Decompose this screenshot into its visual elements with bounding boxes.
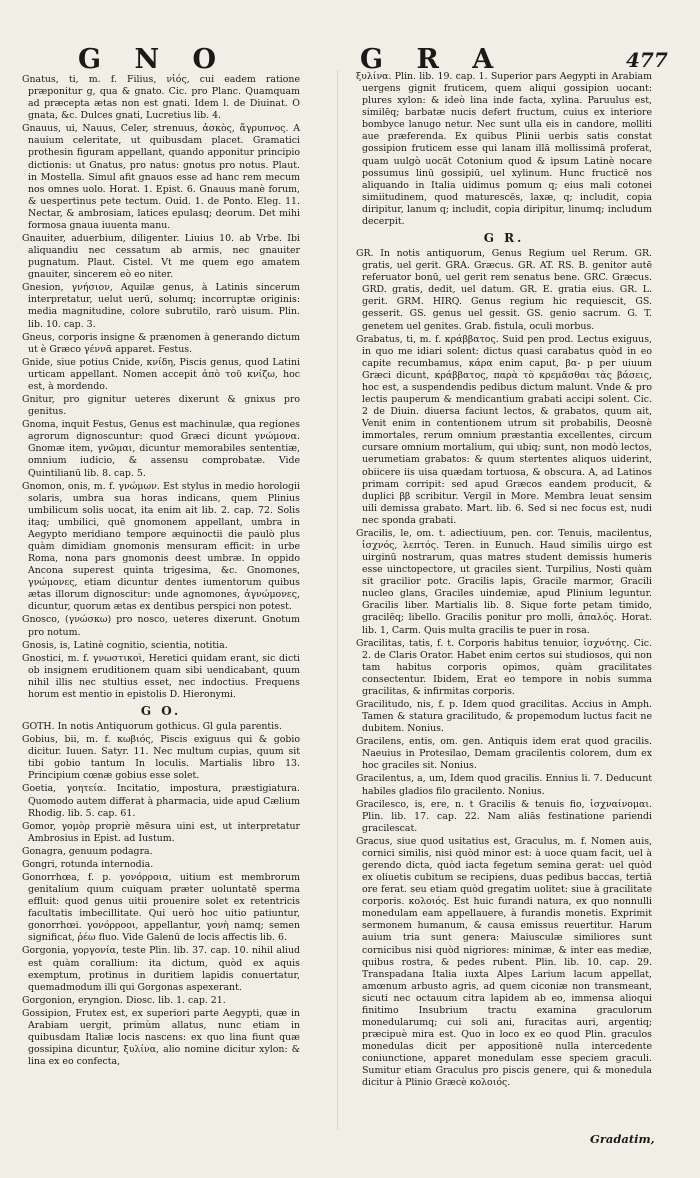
dictionary-entry: Gracilesco, is, ere, n. t Gracilis & tenuis fio, ἰσχναίνομαι. Plin. lib. 17. cap. 22. Nam aliās festinatione pariendi gracilescat. xyxy=(356,798,652,834)
running-head-left: G N O xyxy=(78,44,229,75)
dictionary-entry: Gracilitas, tatis, f. t. Corporis habitus tenuior, ἰσχνότης. Cic. 2. de Claris Orator. Habet enim certos sui studiosos, qui non tam habitus corporis opimos, quàm gracilitates consectentur. Ibidem, Erat eo tempore in nobis summa gracilitas, & infirmitas corporis. xyxy=(356,637,652,697)
section-heading-gr: G R. xyxy=(483,231,525,246)
dictionary-entry: Gracilens, entis, om. gen. Antiquis idem erat quod gracilis. Naeuius in Protesilao, Demam gracilentis colorem, dum ex hoc graciles sit. Nonius. xyxy=(356,736,652,772)
right-column xyxy=(356,71,652,1090)
right-entries xyxy=(356,71,652,228)
left-column xyxy=(22,74,300,1069)
dictionary-entry: Gnatus, ti, m. f. Filius, νἱός, cui eadem ratione præponitur g, qua & gnato. Cic. pro Planc. Quamquam ad præcepta ætas non est gnati. Idem l. de Diuinat. O gnata, &c. Dulces gnati, Lucretius lib. 4. xyxy=(22,74,300,122)
dictionary-entry: Gorgonia, γοργονία, teste Plin. lib. 37. cap. 10. nihil aliud est quàm corallium: ita dictum, quòd ex aquis exemptum, protinus in duritiem lapidis conuertatur, quemadmodum illi qui Gorgonas aspexerant. xyxy=(22,945,300,993)
dictionary-entry: Gracilentus, a, um, Idem quod gracilis. Ennius li. 7. Deducunt habiles gladios filo gracilento. Nonius. xyxy=(356,773,652,797)
dictionary-entry: ξυλίνα. Plin. lib. 19. cap. 1. Superior pars Aegypti in Arabiam uergens gignit fruticem, quem aliqui gossipion uocant: plures xylon: & ideò lina inde facta, xylina. Paruulus est, similēq; barbatæ nucis defert fructum, cuius ex interiore bombyce lanugo netur. Nec sunt ulla eis in candore, molliti aue præferenda. Ex quibus Plinii uerbis satis constat gossipion fruticem esse qui lanam illā mollissimā proferat, quam uulgò uocāt Cotonium quod & ipsum Latinè nocare possumus linū gossipiū, uel xylinum. Hunc fructicē nos aliquando in Italia uidimus pomum q; eius mali cotonei simiitudinem, quod maturescēs, laxæ, q; includit, copia diripitur, lanum q; includit, copia diripitur, linumq; includum decerpit. xyxy=(356,71,652,227)
catchword: Gradatim, xyxy=(590,1132,655,1146)
dictionary-entry: Grabatus, ti, m. f. κράββατος. Suid pen prod. Lectus exiguus, in quo me idiari solent: dictus quasi carabatus quòd in eo capite recumbamus, κάρα enim caput, βα- p per uiuum Græci dicunt, κράββατος, παρὰ τὸ κρεμᾶσθαι τὰς βάσεις, hoc est, a suspendendis pedibus dictum malunt. Vnde & pro lectis pauperum & mendicantium grabati accipi solent. Cic. 2 de Diuin. diuersa faciunt lectos, & grabatos, quum ait, Venit enim in contentionem utrum sit probabilis, Deosnè immortales, rerum omnium præstantia excellentes, circum cursare omnium mortalium, qui ubiq; sunt, non modò lectos, uerumetiam grabatos: & quum stertentes aliquos uiderint, obiicere iis uisa quædam tortuosa, & obscura. A, ad Latinos primam corripit: sed apud Græcos eandem producit, & duplici ββ scribitur. Vergil in More. Membra leuat sensim uili demissa grabato. Mart. lib. 6. Sed si nec focus est, nudi nec sponda grabati. xyxy=(356,333,652,526)
dictionary-entry: Gnide, siue potius Cnide, κνίδη, Piscis genus, quod Latini urticam appellant. Nomen accepit ἀπὸ τοῦ κνίζω, hoc est, à mordendo. xyxy=(22,356,300,392)
dictionary-entry: Gracus, siue quod usitatius est, Graculus, m. f. Nomen auis, cornici similis, nisi quòd minor est: à uoce quam facit, uel à gerendo dicta, quòd iacta fegetum semina gerat: uel quòd ex oliuetis cubitum se recipiens, duas pedibus baccas, tertiā ore ferat. seu etiam quòd gregatim uolitet: siue à gracilitate corporis. κολοιός. Est huic furandi natura, ex quo nonnulli monedulam eam appellauere, à furandis monetis. Exprimit sermonem humanum, & causa emissus reuertitur. Harum auium tria sunt genera: Maiusculæ similiores sunt cornicibus nisi quòd nigriores: minimæ, & inter eas mediæ, quibus rostra, & pedes rubent. Plin. lib. 10. cap. 29. Transpadana Italia iuxta Alpes Larium lacum appellat, amœnum arbusto agris, ad quem ciconiæ non transmeant, sicuti nec octauum citra lapidem ab eo, immensa alioqui finitimo Insubrium tractu examina graculorum monedularumq; cui soli ani, furacitas auri, argentiq; præcipuè mira est. Quo in loco ex eo quod Plin. graculos monedulas dicit per appositionē nulla intercedente coniunctione, apparet monedulam esse speciem graculi. Sumitur etiam Graculus pro piscis genere, qui & monedula dicitur à Plinio Græcè κολοιός. xyxy=(356,835,652,1089)
dictionary-entry: GOTH. In notis Antiquorum gothicus. Gl gula parentis. xyxy=(22,721,282,733)
dictionary-entry: Gracilis, le, om. t. adiectiuum, pen. cor. Tenuis, macilentus, ἰσχνός, λεπτός. Teren. in Eunuch. Haud similis uirgo est uirginū nostrarum, quas matres student demissis humeris esse uinctopectore, ut graciles sient. Turpilius, Nosti quàm sit gracilior potc. Gracilis lapis, Gracile marmor, Gracili nucleo glans, Graciles uindemiæ, apud Plinium leguntur. Gracilis liber. Martialis lib. 8. Sique forte petam timido, gracilēq; libello. Gracilis ponitur pro molli, ἁπαλός. Horat. lib. 1, Carm. Quis multa gracilis te puer in rosa. xyxy=(356,527,652,636)
left-entries-go xyxy=(22,721,300,1068)
right-entries-gr xyxy=(356,248,652,1089)
dictionary-entry: Gnomon, onis, m. f. γνώμων. Est stylus in medio horologii solaris, umbra sua horas indicans, quem Plinius umbilicum solis uocat, ita enim ait lib. 2. cap. 72. Solis itaq; umbilici, quē gnomonem appellant, umbra in Aegypto meridiano tempore æquinoctii die paulò plus quàm dimidiam gnomonis mensuram efficit: in urbe Roma, nona pars gnomonis deest umbræ. In oppido Ancona superest quinta trigesima, &c. Gnomones, γνώμονες, etiam dicuntur dentes iumentorum quibus ætas illorum dignoscitur: unde agnomones, ἀγνώμονες, dicuntur, quorum ætas ex dentibus perspici non potest. xyxy=(22,480,300,613)
dictionary-entry: Gomor, γομὸρ propriè mēsura uini est, ut interpretatur Ambrosius in Epist. ad Iustum. xyxy=(22,820,300,844)
dictionary-entry: Gnauiter, aduerbium, diligenter. Liuius 10. ab Vrbe. Ibi aliquandiu nec cessatum ab armis, nec gnauiter pugnatum. Plaut. Cistel. Vt me quem ego amatem gnauiter, sincerem eò eo niter. xyxy=(22,233,300,281)
dictionary-entry: Gorgonion, eryngion. Diosc. lib. 1. cap. 21. xyxy=(22,994,226,1006)
column-gutter xyxy=(337,70,338,1130)
dictionary-entry: Goetia, γοητεία. Incitatio, impostura, præstigiatura. Quomodo autem differat à pharmacia, uide apud Cælium Rhodig. lib. 5. cap. 61. xyxy=(22,783,300,819)
left-entries xyxy=(22,74,300,701)
running-head-right: G R A xyxy=(360,44,506,75)
dictionary-entry: Gneus, corporis insigne & prænomen à generando dictum ut è Græco γέννᾶ apparet. Festus. xyxy=(22,331,300,355)
dictionary-entry: Gnauus, ui, Nauus, Celer, strenuus, ἀσκὸς, ἄγρυπνος. A nauium celeritate, ut quibusdam placet. Gramatici prothesin figuram appellant, quando apponitur principio dictionis: ut Gnatus, pro natus: gnotus pro notus. Plaut. in Mostella. Simul afit gnauos esse ad hanc rem mecum nos omnes uolo. Horat. 1. Epist. 6. Gnauus manè forum, & uespertinus pete tectum. Ouid. 1. de Ponto. Eleg. 11. Nectar, & ambrosiam, latices epulasq; deorum. Det mihi formosa gnaua iuuenta manu. xyxy=(22,123,300,231)
dictionary-entry: Gnoma, inquit Festus, Genus est machinulæ, qua regiones agrorum dignoscuntur: quod Græci dicunt γνώμονα. Gnomæ item, γνῶμαι, dicuntur memorabiles sententiæ, omnium iudicio, & assensu comprobatæ. Vide Quintilianū lib. 8. cap. 5. xyxy=(22,419,300,479)
dictionary-entry: Gnostici, m. f. γνωστικοὶ, Heretici quidam erant, sic dicti ob insignem eruditionem quam sibi uendicabant, quum nihil illis nec stultius esset, nec indoctius. Frequens horum est mentio in epistolis D. Hieronymi. xyxy=(22,652,300,700)
dictionary-entry: Gonorrhœa, f. p. γονόρροια, uitium est membrorum genitalium quum cuiquam præter uoluntatē sperma effluit: quod genus uitii prouenire solet ex retentricis facultatis imbecillitate. Qui uerò hoc uitio patiuntur, gonorrhœi. γονόρροοι, appellantur, γονὴ namq; semen significat, ῥέω fluo. Vide Galenū de locis affectis lib. 6. xyxy=(22,872,300,944)
dictionary-entry: Gonagra, genuum podagra. xyxy=(22,845,153,857)
dictionary-entry: Gnesion, γνήσιον, Aquilæ genus, à Latinis sincerum interpretatur, uelut uerū, solumq; incorruptæ originis: media magnitudine, colore subrutilo, rarò uisum. Plin. lib. 10. cap. 3. xyxy=(22,282,300,330)
dictionary-entry: Gracilitudo, nis, f. p. Idem quod gracilitas. Accius in Amph. Tamen & statura gracilitudo, & propemodum luctus facit ne dubitem. Nonius. xyxy=(356,698,652,735)
dictionary-entry: Gobius, bii, m. f. κωβιός, Piscis exiguus qui & gobio dicitur. Iuuen. Satyr. 11. Nec multum cupias, quum sit tibi gobio tantum In loculis. Martialis libro 13. Principium cœnæ gobius esse solet. xyxy=(22,734,300,782)
dictionary-entry: Gongri, rotunda internodia. xyxy=(22,858,154,870)
page-number: 477 xyxy=(626,48,668,72)
dictionary-entry: Gnitur, pro gignitur ueteres dixerunt & gnixus pro genitus. xyxy=(22,394,300,418)
dictionary-entry: Gnosis, is, Latinè cognitio, scientia, notitia. xyxy=(22,639,228,651)
dictionary-entry: Gnosco, (γνώσκω) pro nosco, ueteres dixerunt. Gnotum pro notum. xyxy=(22,614,300,638)
dictionary-entry: Gossipion, Frutex est, ex superiori parte Aegypti, quæ in Arabiam uergit, primùm allatus, nunc etiam in quibusdam Italiæ locis nascens: ex quo lina fiunt quæ gossipina dicuntur, ξυλίνα, alio nomine dicitur xylon: & lina ex eo confecta, xyxy=(22,1007,300,1068)
section-heading-go: G O. xyxy=(140,703,182,718)
dictionary-entry: GR. In notis antiquorum, Genus Regium uel Rerum. GR. gratis, uel gerit. GRA. Græcus. GR. AT. RS. B. genitor autē referuator bonū, uel gerit rem senatus bene. GRC. Græcus. GRD. gratis, dedit, uel datum. GR. E. gratia eius. GR. L. gerit. GRM. HIRQ. Genus regium hic requiescit, GS. gesserit. GS. genus uel gessit. GS. genio sacrum. G. T. genetem uel genites. Grab. fistula, oculi morbus. xyxy=(356,248,652,332)
